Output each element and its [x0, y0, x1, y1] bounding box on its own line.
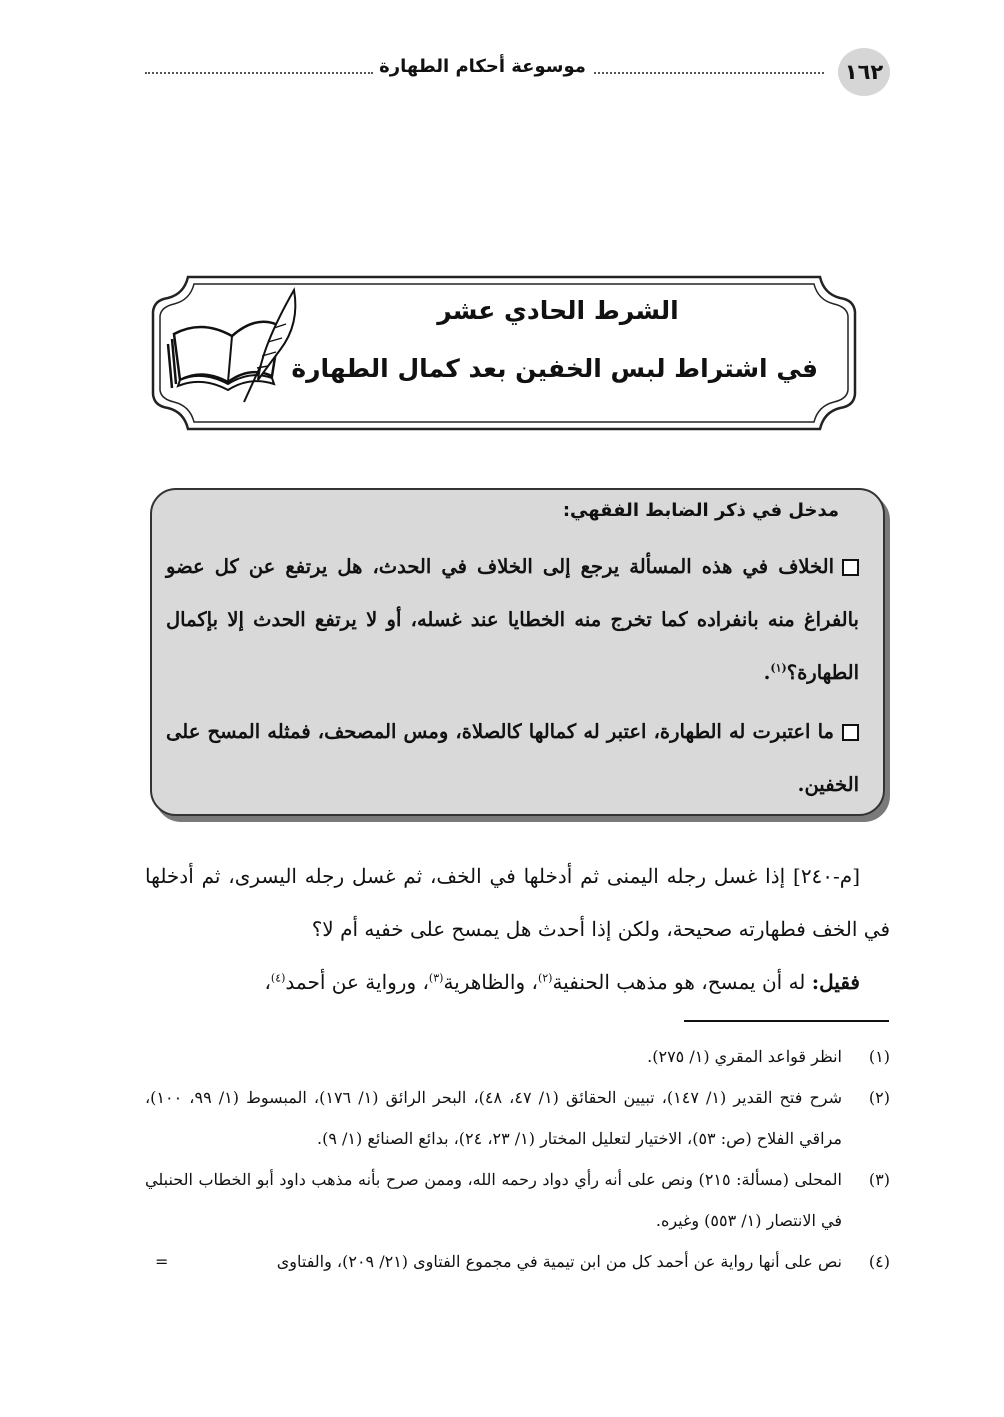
checkbox-square-icon	[842, 559, 859, 576]
intro-box	[150, 488, 885, 816]
intro-paragraph-text: الخلاف في هذه المسألة يرجع إلى الخلاف في الحدث، هل يرتفع عن كل عضو بالفراغ منه بانفراده كما تخرج منه الخطايا عند غسله، أو لا يرتفع الحدث إلا بإكمال الطهارة؟	[166, 555, 859, 684]
header-dotted-rule	[145, 72, 373, 74]
chapter-title-frame	[148, 272, 860, 434]
footnote-text: المحلى (مسألة: ٢١٥) ونص على أنه رأي دواد رحمه الله، وممن صرح بأنه مذهب داود أبو الخطاب الحنبلي في الانتصار (١/ ٥٥٣) وغيره.	[145, 1170, 842, 1230]
footnote-number: (٣)	[868, 1170, 890, 1189]
body-text-segment: ، والظاهرية	[443, 970, 538, 994]
footnote-number: (٢)	[868, 1088, 890, 1107]
body-paragraph: [م-٢٤٠] إذا غسل رجله اليمنى ثم أدخلها في الخف، ثم غسل رجله اليسرى، ثم أدخلها في الخف فطهارته صحيحة، ولكن إذا أحدث هل يمسح على خفيه أم لا؟	[145, 864, 890, 941]
book-and-quill-icon	[162, 284, 302, 409]
footnote	[145, 1159, 890, 1241]
footnote-text: شرح فتح القدير (١/ ١٤٧)، تبيين الحقائق (١/ ٤٧، ٤٨)، البحر الرائق (١/ ١٧٦)، المبسوط (١/ ٩٩، ١٠٠)، مراقي الفلاح (ص: ٥٣)، الاختيار لتعليل المختار (١/ ٢٣، ٢٤)، بدائع الصنائع (١/ ٩).	[145, 1088, 843, 1148]
chapter-subtitle: في اشتراط لبس الخفين بعد كمال الطهارة	[291, 354, 818, 383]
footnote-ref: (١)	[770, 661, 787, 675]
intro-heading: مدخل في ذكر الضابط الفقهي:	[562, 500, 839, 521]
continuation-mark: =	[155, 1252, 169, 1271]
body-text-segment: ،	[264, 970, 271, 994]
body-text-segment: ، ورواية عن أحمد	[285, 970, 429, 994]
footnote-text: انظر قواعد المقري (١/ ٢٧٥).	[647, 1047, 842, 1066]
page-header	[145, 48, 890, 96]
intro-paragraph-text: ما اعتبرت له الطهارة، اعتبر له كمالها كالصلاة، ومس المصحف، فمثله المسح على الخفين.	[166, 720, 859, 796]
body-text-segment: له أن يمسح، هو مذهب الحنفية	[552, 970, 812, 994]
footnote-separator	[684, 1020, 889, 1022]
intro-paragraph-end: .	[763, 661, 771, 684]
intro-paragraph	[166, 540, 859, 699]
footnote	[145, 1036, 890, 1077]
footnote-ref: (٢)	[537, 971, 553, 985]
page-number: ١٦٢	[838, 48, 890, 96]
footnotes	[145, 1036, 890, 1282]
checkbox-square-icon	[842, 724, 859, 741]
body-paragraph	[145, 956, 890, 1009]
footnote-ref: (٣)	[428, 971, 444, 985]
footnote-ref: (٤)	[270, 971, 286, 985]
body-text	[145, 850, 890, 1009]
intro-paragraph	[166, 705, 859, 811]
header-dotted-rule	[594, 72, 824, 74]
running-title: موسوعة أحكام الطهارة	[379, 56, 586, 77]
footnote-number: (٤)	[868, 1252, 890, 1271]
footnote	[145, 1077, 890, 1159]
paragraph-lead: فقيل:	[811, 970, 860, 994]
footnote-body	[145, 1241, 842, 1282]
chapter-title: الشرط الحادي عشر	[437, 296, 679, 325]
footnote-number: (١)	[868, 1047, 890, 1066]
footnote-text: نص على أنها رواية عن أحمد كل من ابن تيمية في مجموع الفتاوى (٢١/ ٢٠٩)، والفتاوى	[276, 1252, 842, 1271]
footnote	[145, 1241, 890, 1282]
